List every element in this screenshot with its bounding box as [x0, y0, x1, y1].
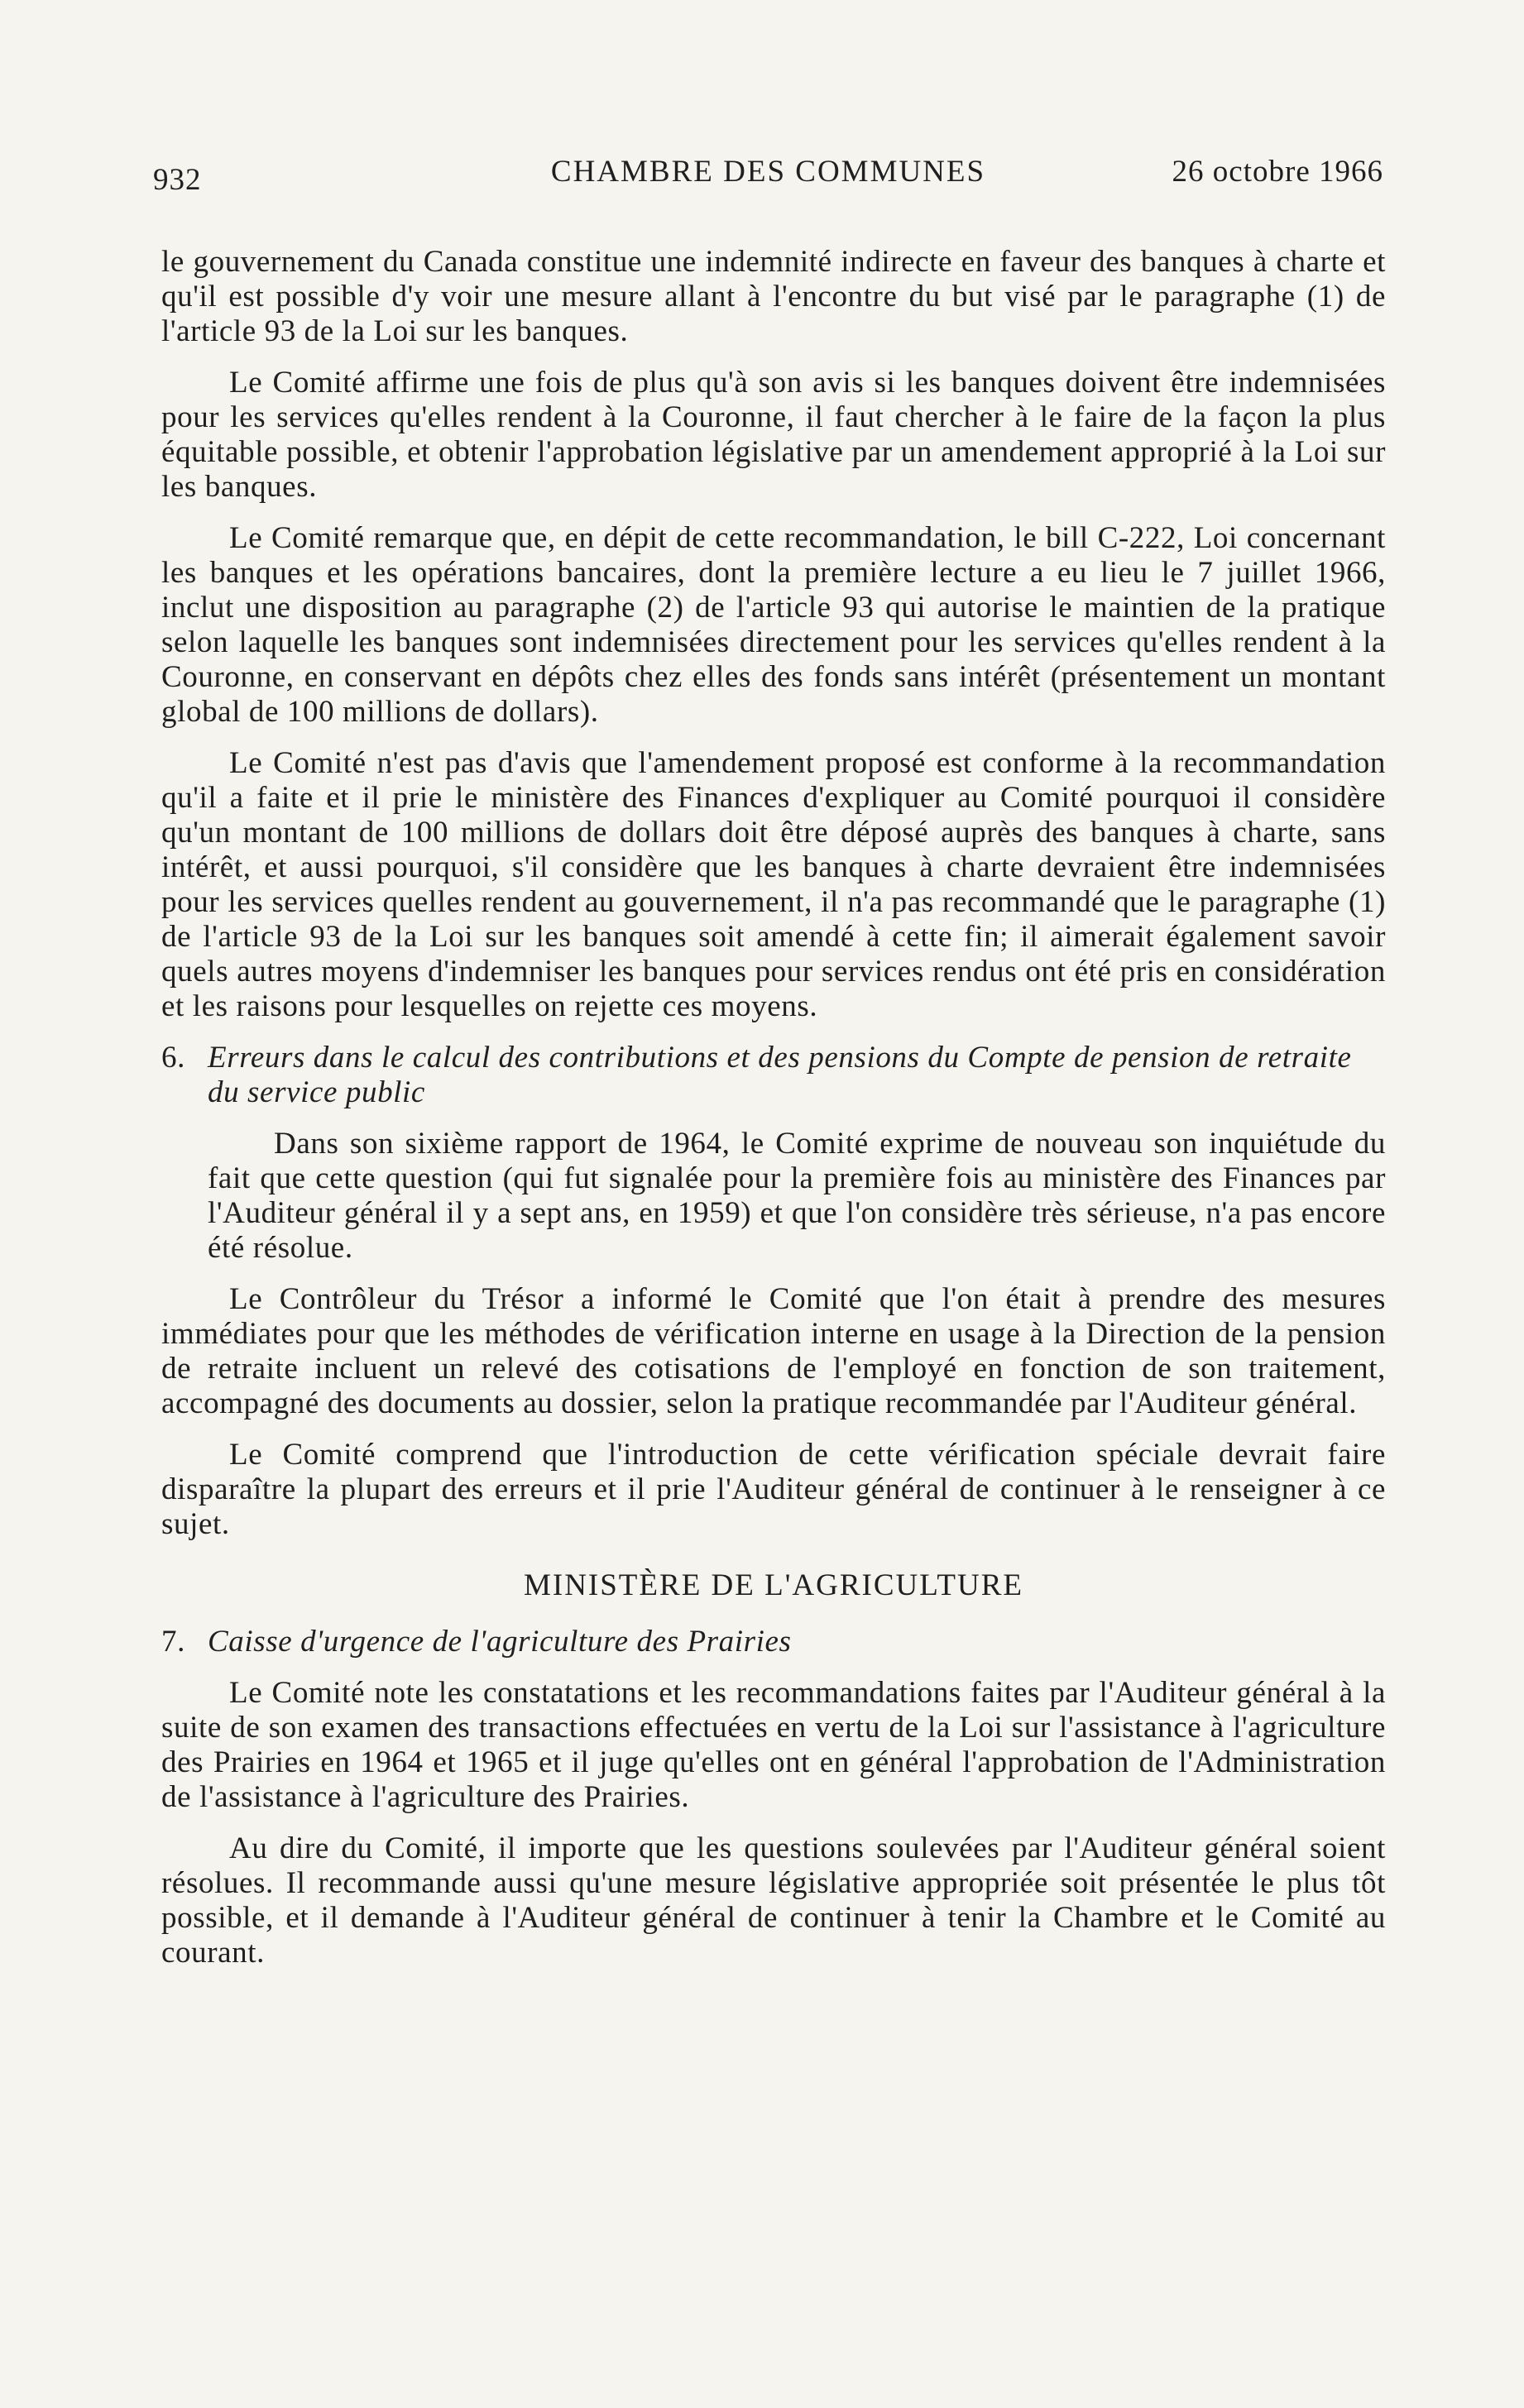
paragraph: Le Comité comprend que l'introduction de cette vérification spéciale devrait faire disparaître la plupart des erreurs et il prie l'Auditeur général de continuer à le renseigner à ce sujet. — [161, 1438, 1386, 1541]
paragraph-continued: le gouvernement du Canada constitue une indemnité indirecte en faveur des banques à charte et qu'il est possible d'y voir une mesure allant à l'encontre du but visé par le paragraphe (1) de l'article 93 de la Loi sur les banques. — [161, 245, 1386, 348]
section-heading-7 — [161, 1625, 1386, 1659]
document-body — [161, 245, 1386, 1987]
paragraph: Dans son sixième rapport de 1964, le Comité exprime de nouveau son inquiétude du fait que cette question (qui fut signalée pour la première fois au ministère des Finances par l'Auditeur général il y a sept ans, en 1959) et que l'on considère très sérieuse, n'a pas encore été résolue. — [208, 1127, 1386, 1265]
paragraph: Le Comité affirme une fois de plus qu'à son avis si les banques doivent être indemnisées pour les services qu'elles rendent à la Couronne, il faut chercher à le faire de la façon la plus équitable possible, et obtenir l'approbation législative par un amendement approprié à la Loi sur les banques. — [161, 366, 1386, 504]
section-heading-6 — [161, 1041, 1386, 1110]
running-title: CHAMBRE DES COMMUNES — [550, 155, 986, 189]
page-number: 932 — [153, 163, 202, 197]
section-title: Erreurs dans le calcul des contributions et des pensions du Compte de pension de retraite du service public — [208, 1041, 1352, 1109]
section-number: 7. — [161, 1625, 185, 1659]
paragraph: Le Comité note les constatations et les recommandations faites par l'Auditeur général à la suite de son examen des transactions effectuées en vertu de la Loi sur l'assistance à l'agriculture des Prairies en 1964 et 1965 et il juge qu'elles ont en général l'approbation de l'Administration de l'assistance à l'agriculture des Prairies. — [161, 1676, 1386, 1814]
paragraph: Le Comité remarque que, en dépit de cette recommandation, le bill C-222, Loi concernant les banques et les opérations bancaires, dont la première lecture a eu lieu le 7 juillet 1966, inclut une disposition au paragraphe (2) de l'article 93 qui autorise le maintien de la pratique selon laquelle les banques sont indemnisées directement pour les services qu'elles rendent à la Couronne, en conservant en dépôts chez elles des fonds sans intérêt (présentement un montant global de 100 millions de dollars). — [161, 521, 1386, 729]
paragraph: Au dire du Comité, il importe que les questions soulevées par l'Auditeur général soient résolues. Il recommande aussi qu'une mesure législative appropriée soit présentée le plus tôt possible, et il demande à l'Auditeur général de continuer à tenir la Chambre et le Comité au courant. — [161, 1831, 1386, 1970]
section-title: Caisse d'urgence de l'agriculture des Prairies — [208, 1625, 792, 1659]
department-heading: MINISTÈRE DE L'AGRICULTURE — [523, 1568, 1024, 1602]
section-number: 6. — [161, 1041, 185, 1075]
paragraph: Le Comité n'est pas d'avis que l'amendement proposé est conforme à la recommandation qu'il a faite et il prie le ministère des Finances d'expliquer au Comité pourquoi il considère qu'un montant de 100 millions de dollars doit être déposé auprès des banques à charte, sans intérêt, et aussi pourquoi, s'il considère que les banques à charte devraient être indemnisées pour les services quelles rendent au gouvernement, il n'a pas recommandé que le paragraphe (1) de l'article 93 de la Loi sur les banques soit amendé à cette fin; il aimerait également savoir quels autres moyens d'indemniser les banques pour services rendus ont été pris en considération et les raisons pour lesquelles on rejette ces moyens. — [161, 746, 1386, 1023]
paragraph: Le Contrôleur du Trésor a informé le Comité que l'on était à prendre des mesures immédiates pour que les méthodes de vérification interne en usage à la Direction de la pension de retraite incluent un relevé des cotisations de l'employé en fonction de son traitement, accompagné des documents au dossier, selon la pratique recommandée par l'Auditeur général. — [161, 1282, 1386, 1420]
page-header — [153, 154, 1383, 203]
header-date: 26 octobre 1966 — [1172, 155, 1383, 189]
